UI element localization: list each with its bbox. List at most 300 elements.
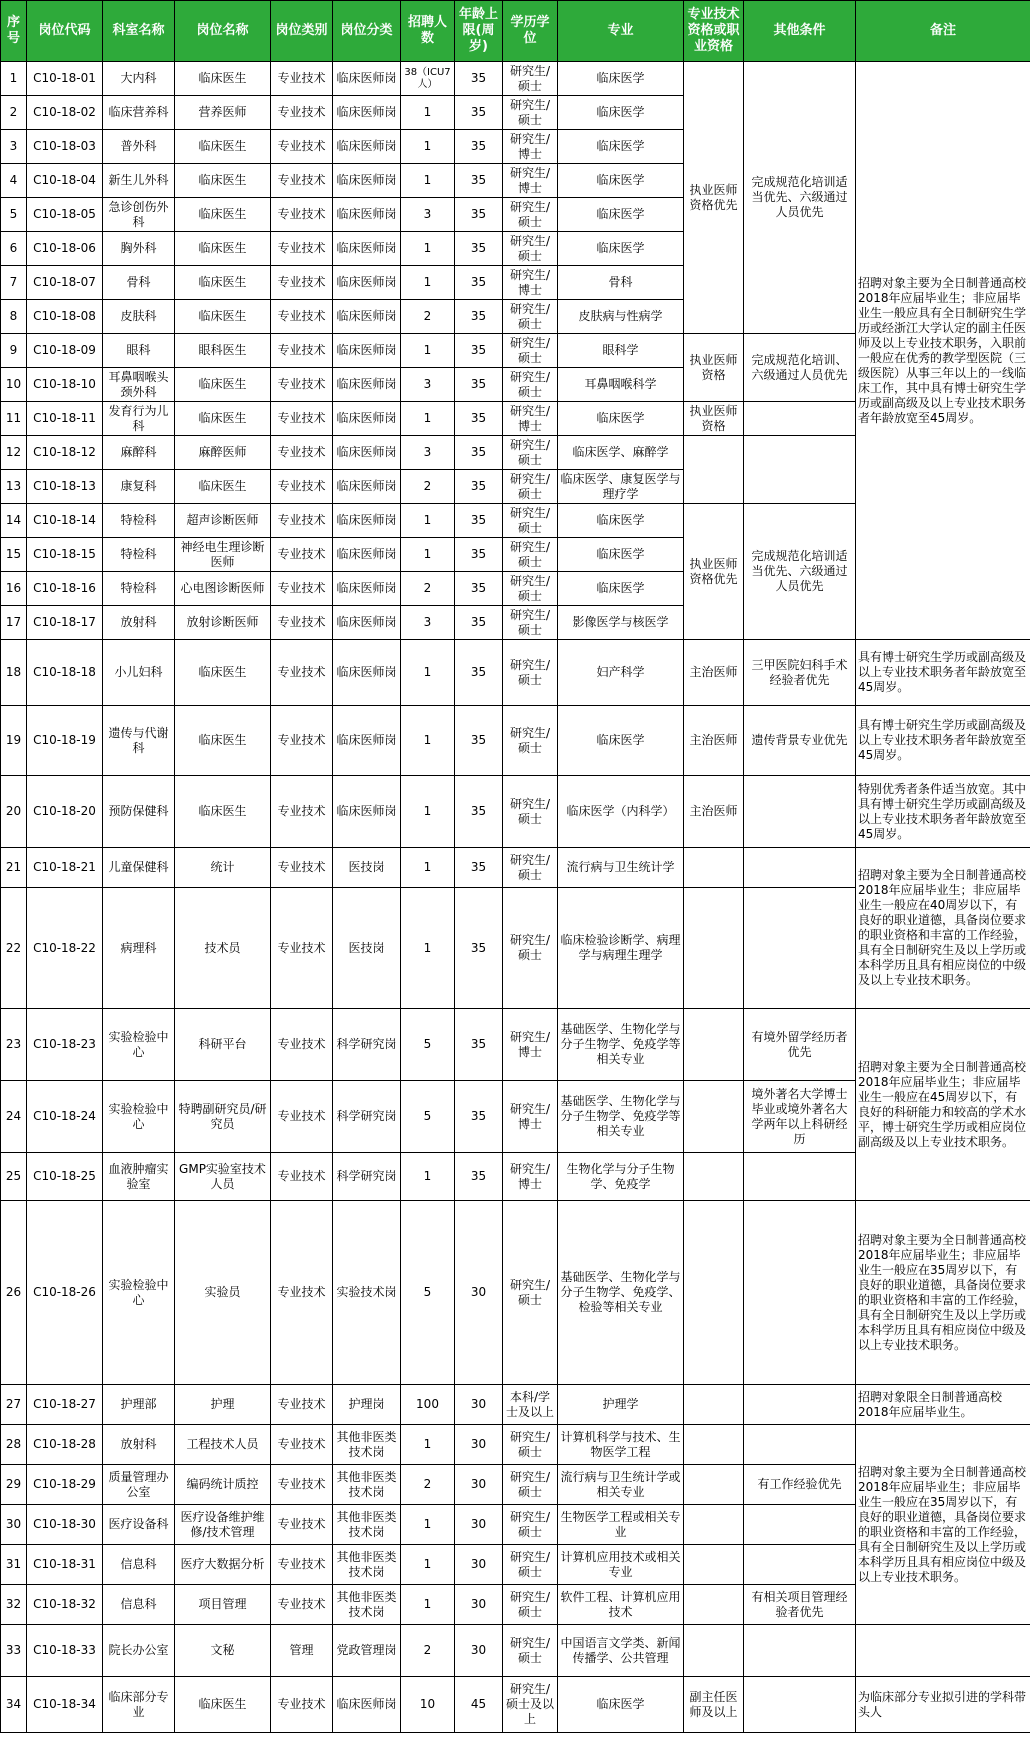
cell-cat: 专业技术 <box>271 164 333 198</box>
cell-pos: 神经电生理诊断医师 <box>175 538 271 572</box>
cell-edu: 研究生/硕士 <box>503 776 558 848</box>
cell-cls: 医技岗 <box>333 848 401 888</box>
cell-code: C10-18-09 <box>27 334 103 368</box>
cell-cat: 专业技术 <box>271 572 333 606</box>
cell-edu: 研究生/硕士 <box>503 1505 558 1545</box>
cell-note: 招聘对象主要为全日制普通高校2018年应届毕业生；非应届毕业生一般应具有全日制研究生学历或经浙江大学认定的副主任医师及以上专业技术职务，入职前一般应在优秀的教学型医院（三级医院）从事三年以上的一线临床工作，其中具有博士研究生学历或副高级及以上专业技术职务者年龄放宽至45周岁。 <box>856 62 1030 640</box>
cell-seq: 18 <box>1 640 27 706</box>
cell-age: 35 <box>455 368 503 402</box>
cell-other: 有境外留学经历者优先 <box>744 1009 856 1081</box>
cell-other <box>744 1385 856 1425</box>
cell-major: 流行病与卫生统计学 <box>558 848 684 888</box>
cell-cls: 其他非医类技术岗 <box>333 1425 401 1465</box>
cell-pos: 临床医生 <box>175 402 271 436</box>
cell-cat: 专业技术 <box>271 1385 333 1425</box>
cell-dept: 护理部 <box>103 1385 175 1425</box>
cell-code: C10-18-34 <box>27 1677 103 1733</box>
cell-major: 临床医学 <box>558 164 684 198</box>
cell-num: 1 <box>401 640 455 706</box>
cell-cat: 专业技术 <box>271 1505 333 1545</box>
cell-cat: 专业技术 <box>271 706 333 776</box>
cell-note: 招聘对象主要为全日制普通高校2018年应届毕业生；非应届毕业生一般应在40周岁以下，有良好的职业道德，具备岗位要求的职业资格和丰富的工作经验，具有全日制研究生及以上学历或本科学历且具有相应岗位的中级及以上专业技术职务。 <box>856 848 1030 1009</box>
cell-dept: 特检科 <box>103 572 175 606</box>
cell-cat: 专业技术 <box>271 1545 333 1585</box>
cell-num: 1 <box>401 266 455 300</box>
header-row <box>1 1 1030 62</box>
cell-dept: 放射科 <box>103 606 175 640</box>
cell-age: 35 <box>455 848 503 888</box>
cell-pos: 营养医师 <box>175 96 271 130</box>
cell-dept: 放射科 <box>103 1425 175 1465</box>
cell-age: 35 <box>455 606 503 640</box>
cell-other <box>744 1545 856 1585</box>
cell-major: 临床检验诊断学、病理学与病理生理学 <box>558 888 684 1009</box>
cell-dept: 信息科 <box>103 1585 175 1625</box>
cell-age: 35 <box>455 436 503 470</box>
cell-seq: 23 <box>1 1009 27 1081</box>
cell-seq: 12 <box>1 436 27 470</box>
cell-pos: 临床医生 <box>175 1677 271 1733</box>
cell-major: 计算机科学与技术、生物医学工程 <box>558 1425 684 1465</box>
cell-major: 临床医学 <box>558 402 684 436</box>
cell-note: 具有博士研究生学历或副高级及以上专业技术职务者年龄放宽至45周岁。 <box>856 640 1030 706</box>
cell-qual <box>684 1201 744 1385</box>
cell-code: C10-18-04 <box>27 164 103 198</box>
cell-seq: 30 <box>1 1505 27 1545</box>
cell-cls: 临床医师岗 <box>333 606 401 640</box>
cell-cat: 专业技术 <box>271 1153 333 1201</box>
header-count: 招聘人数 <box>401 1 455 62</box>
cell-pos: 实验员 <box>175 1201 271 1385</box>
cell-cls: 临床医师岗 <box>333 572 401 606</box>
cell-code: C10-18-12 <box>27 436 103 470</box>
cell-other: 境外著名大学博士毕业或境外著名大学两年以上科研经历 <box>744 1081 856 1153</box>
cell-dept: 小儿妇科 <box>103 640 175 706</box>
cell-cls: 其他非医类技术岗 <box>333 1505 401 1545</box>
cell-edu: 研究生/博士 <box>503 1081 558 1153</box>
cell-major: 皮肤病与性病学 <box>558 300 684 334</box>
cell-edu: 本科/学士及以上 <box>503 1385 558 1425</box>
cell-qual: 执业医师资格优先 <box>684 62 744 334</box>
cell-age: 35 <box>455 232 503 266</box>
cell-cls: 临床医师岗 <box>333 640 401 706</box>
cell-qual: 副主任医师及以上 <box>684 1677 744 1733</box>
cell-pos: 项目管理 <box>175 1585 271 1625</box>
cell-seq: 8 <box>1 300 27 334</box>
cell-code: C10-18-06 <box>27 232 103 266</box>
cell-num: 1 <box>401 402 455 436</box>
cell-seq: 22 <box>1 888 27 1009</box>
cell-dept: 特检科 <box>103 538 175 572</box>
cell-edu: 研究生/硕士 <box>503 436 558 470</box>
cell-num: 38（ICU7人） <box>401 62 455 96</box>
cell-num: 3 <box>401 606 455 640</box>
cell-dept: 血液肿瘤实验室 <box>103 1153 175 1201</box>
cell-cls: 临床医师岗 <box>333 300 401 334</box>
cell-note: 特别优秀者条件适当放宽。其中具有博士研究生学历或副高级及以上专业技术职务者年龄放宽至45周岁。 <box>856 776 1030 848</box>
table-row <box>1 62 1030 96</box>
table-row <box>1 776 1030 848</box>
cell-dept: 遗传与代谢科 <box>103 706 175 776</box>
cell-seq: 10 <box>1 368 27 402</box>
cell-seq: 24 <box>1 1081 27 1153</box>
cell-num: 5 <box>401 1201 455 1385</box>
cell-num: 1 <box>401 776 455 848</box>
cell-cat: 专业技术 <box>271 130 333 164</box>
cell-cat: 专业技术 <box>271 1201 333 1385</box>
cell-pos: 工程技术人员 <box>175 1425 271 1465</box>
cell-major: 骨科 <box>558 266 684 300</box>
cell-cat: 专业技术 <box>271 300 333 334</box>
cell-major: 影像医学与核医学 <box>558 606 684 640</box>
table-body <box>1 62 1030 1733</box>
cell-other <box>744 1505 856 1545</box>
cell-cat: 专业技术 <box>271 1081 333 1153</box>
cell-cls: 临床医师岗 <box>333 436 401 470</box>
cell-seq: 20 <box>1 776 27 848</box>
cell-qual <box>684 1625 744 1677</box>
cell-dept: 发育行为儿科 <box>103 402 175 436</box>
cell-pos: 超声诊断医师 <box>175 504 271 538</box>
cell-cls: 实验技术岗 <box>333 1201 401 1385</box>
cell-age: 30 <box>455 1385 503 1425</box>
cell-code: C10-18-05 <box>27 198 103 232</box>
cell-pos: 放射诊断医师 <box>175 606 271 640</box>
cell-dept: 预防保健科 <box>103 776 175 848</box>
cell-edu: 研究生/硕士 <box>503 1585 558 1625</box>
cell-age: 35 <box>455 130 503 164</box>
cell-qual <box>684 1505 744 1545</box>
cell-code: C10-18-31 <box>27 1545 103 1585</box>
cell-num: 1 <box>401 1505 455 1545</box>
cell-code: C10-18-18 <box>27 640 103 706</box>
cell-age: 45 <box>455 1677 503 1733</box>
cell-seq: 28 <box>1 1425 27 1465</box>
cell-cat: 专业技术 <box>271 1009 333 1081</box>
table-row <box>1 706 1030 776</box>
cell-dept: 临床营养科 <box>103 96 175 130</box>
header-category: 岗位类别 <box>271 1 333 62</box>
cell-num: 5 <box>401 1009 455 1081</box>
cell-num: 2 <box>401 1465 455 1505</box>
cell-cls: 临床医师岗 <box>333 470 401 504</box>
cell-cls: 临床医师岗 <box>333 334 401 368</box>
cell-cls: 其他非医类技术岗 <box>333 1465 401 1505</box>
cell-qual <box>684 1545 744 1585</box>
cell-major: 流行病与卫生统计学或相关专业 <box>558 1465 684 1505</box>
cell-edu: 研究生/硕士 <box>503 198 558 232</box>
cell-edu: 研究生/博士 <box>503 130 558 164</box>
cell-note: 具有博士研究生学历或副高级及以上专业技术职务者年龄放宽至45周岁。 <box>856 706 1030 776</box>
cell-age: 35 <box>455 470 503 504</box>
cell-dept: 质量管理办公室 <box>103 1465 175 1505</box>
cell-note <box>856 1625 1030 1677</box>
cell-code: C10-18-14 <box>27 504 103 538</box>
cell-cls: 护理岗 <box>333 1385 401 1425</box>
cell-seq: 4 <box>1 164 27 198</box>
cell-qual: 主治医师 <box>684 706 744 776</box>
cell-age: 35 <box>455 402 503 436</box>
cell-other <box>744 402 856 436</box>
cell-dept: 实验检验中心 <box>103 1009 175 1081</box>
cell-other: 有相关项目管理经验者优先 <box>744 1585 856 1625</box>
cell-code: C10-18-19 <box>27 706 103 776</box>
cell-pos: 统计 <box>175 848 271 888</box>
cell-cat: 专业技术 <box>271 776 333 848</box>
cell-dept: 康复科 <box>103 470 175 504</box>
cell-pos: 临床医生 <box>175 164 271 198</box>
cell-code: C10-18-28 <box>27 1425 103 1465</box>
cell-cat: 专业技术 <box>271 334 333 368</box>
cell-dept: 眼科 <box>103 334 175 368</box>
cell-cat: 专业技术 <box>271 266 333 300</box>
table-row <box>1 1009 1030 1081</box>
cell-seq: 27 <box>1 1385 27 1425</box>
cell-edu: 研究生/博士 <box>503 402 558 436</box>
header-note: 备注 <box>856 1 1030 62</box>
cell-cat: 专业技术 <box>271 504 333 538</box>
cell-seq: 5 <box>1 198 27 232</box>
cell-code: C10-18-29 <box>27 1465 103 1505</box>
cell-seq: 3 <box>1 130 27 164</box>
cell-dept: 信息科 <box>103 1545 175 1585</box>
cell-cls: 医技岗 <box>333 888 401 1009</box>
cell-edu: 研究生/硕士 <box>503 1545 558 1585</box>
cell-pos: 临床医生 <box>175 198 271 232</box>
cell-age: 35 <box>455 706 503 776</box>
cell-other: 遗传背景专业优先 <box>744 706 856 776</box>
cell-num: 5 <box>401 1081 455 1153</box>
cell-num: 1 <box>401 1153 455 1201</box>
cell-cat: 专业技术 <box>271 848 333 888</box>
cell-seq: 1 <box>1 62 27 96</box>
cell-code: C10-18-15 <box>27 538 103 572</box>
cell-cat: 专业技术 <box>271 368 333 402</box>
cell-major: 基础医学、生物化学与分子生物学、免疫学等相关专业 <box>558 1081 684 1153</box>
cell-major: 临床医学 <box>558 504 684 538</box>
cell-num: 1 <box>401 1425 455 1465</box>
cell-cat: 专业技术 <box>271 62 333 96</box>
cell-major: 生物医学工程或相关专业 <box>558 1505 684 1545</box>
cell-cls: 党政管理岗 <box>333 1625 401 1677</box>
cell-code: C10-18-24 <box>27 1081 103 1153</box>
cell-cat: 专业技术 <box>271 888 333 1009</box>
header-code: 岗位代码 <box>27 1 103 62</box>
cell-cat: 专业技术 <box>271 1585 333 1625</box>
cell-num: 1 <box>401 1585 455 1625</box>
cell-edu: 研究生/硕士 <box>503 504 558 538</box>
cell-num: 1 <box>401 538 455 572</box>
cell-qual: 主治医师 <box>684 776 744 848</box>
cell-num: 100 <box>401 1385 455 1425</box>
cell-age: 35 <box>455 776 503 848</box>
cell-pos: 眼科医生 <box>175 334 271 368</box>
cell-dept: 实验检验中心 <box>103 1201 175 1385</box>
cell-other <box>744 776 856 848</box>
cell-code: C10-18-01 <box>27 62 103 96</box>
cell-other <box>744 1677 856 1733</box>
cell-other <box>744 1201 856 1385</box>
cell-cat: 专业技术 <box>271 1425 333 1465</box>
cell-seq: 31 <box>1 1545 27 1585</box>
cell-other: 完成规范化培训、六级通过人员优先 <box>744 334 856 402</box>
cell-cls: 其他非医类技术岗 <box>333 1585 401 1625</box>
cell-code: C10-18-30 <box>27 1505 103 1545</box>
cell-edu: 研究生/硕士 <box>503 640 558 706</box>
cell-code: C10-18-13 <box>27 470 103 504</box>
cell-seq: 2 <box>1 96 27 130</box>
cell-qual <box>684 1153 744 1201</box>
cell-pos: 临床医生 <box>175 776 271 848</box>
cell-major: 临床医学 <box>558 232 684 266</box>
cell-dept: 院长办公室 <box>103 1625 175 1677</box>
cell-major: 耳鼻咽喉科学 <box>558 368 684 402</box>
cell-note: 招聘对象主要为全日制普通高校2018年应届毕业生；非应届毕业生一般应在35周岁以下，有良好的职业道德，具备岗位要求的职业资格和丰富的工作经验，具有全日制研究生及以上学历或本科学历且具有相应岗位中级及以上专业技术职务。 <box>856 1201 1030 1385</box>
cell-cls: 临床医师岗 <box>333 62 401 96</box>
cell-pos: 特聘副研究员/研究员 <box>175 1081 271 1153</box>
cell-age: 35 <box>455 640 503 706</box>
cell-edu: 研究生/硕士 <box>503 1465 558 1505</box>
header-age: 年龄上限(周岁) <box>455 1 503 62</box>
cell-edu: 研究生/博士 <box>503 1009 558 1081</box>
cell-code: C10-18-33 <box>27 1625 103 1677</box>
cell-major: 临床医学 <box>558 130 684 164</box>
cell-major: 临床医学、麻醉学 <box>558 436 684 470</box>
cell-code: C10-18-10 <box>27 368 103 402</box>
table-row <box>1 1425 1030 1465</box>
cell-code: C10-18-32 <box>27 1585 103 1625</box>
cell-num: 1 <box>401 130 455 164</box>
cell-num: 2 <box>401 300 455 334</box>
cell-dept: 临床部分专业 <box>103 1677 175 1733</box>
cell-dept: 骨科 <box>103 266 175 300</box>
cell-cat: 管理 <box>271 1625 333 1677</box>
cell-qual <box>684 888 744 1009</box>
cell-other: 完成规范化培训适当优先、六级通过人员优先 <box>744 504 856 640</box>
header-edu: 学历学位 <box>503 1 558 62</box>
cell-edu: 研究生/硕士 <box>503 706 558 776</box>
cell-cat: 专业技术 <box>271 538 333 572</box>
cell-qual: 主治医师 <box>684 640 744 706</box>
cell-edu: 研究生/硕士 <box>503 62 558 96</box>
cell-major: 临床医学 <box>558 198 684 232</box>
cell-major: 临床医学 <box>558 538 684 572</box>
cell-seq: 11 <box>1 402 27 436</box>
cell-age: 35 <box>455 538 503 572</box>
cell-qual <box>684 1081 744 1153</box>
cell-age: 30 <box>455 1545 503 1585</box>
cell-num: 2 <box>401 470 455 504</box>
header-classification: 岗位分类 <box>333 1 401 62</box>
cell-major: 临床医学 <box>558 62 684 96</box>
cell-edu: 研究生/硕士 <box>503 300 558 334</box>
cell-code: C10-18-03 <box>27 130 103 164</box>
cell-age: 35 <box>455 572 503 606</box>
cell-seq: 32 <box>1 1585 27 1625</box>
cell-major: 临床医学 <box>558 1677 684 1733</box>
cell-major: 临床医学 <box>558 572 684 606</box>
cell-qual <box>684 1425 744 1465</box>
cell-cat: 专业技术 <box>271 402 333 436</box>
cell-num: 1 <box>401 96 455 130</box>
cell-dept: 急诊创伤外科 <box>103 198 175 232</box>
cell-pos: 临床医生 <box>175 266 271 300</box>
cell-pos: GMP实验室技术人员 <box>175 1153 271 1201</box>
cell-cls: 科学研究岗 <box>333 1081 401 1153</box>
table-row <box>1 640 1030 706</box>
cell-major: 妇产科学 <box>558 640 684 706</box>
cell-cls: 临床医师岗 <box>333 538 401 572</box>
header-position: 岗位名称 <box>175 1 271 62</box>
header-other: 其他条件 <box>744 1 856 62</box>
cell-pos: 编码统计质控 <box>175 1465 271 1505</box>
cell-dept: 大内科 <box>103 62 175 96</box>
cell-qual <box>684 1385 744 1425</box>
cell-major: 临床医学 <box>558 96 684 130</box>
cell-major: 中国语言文学类、新闻传播学、公共管理 <box>558 1625 684 1677</box>
cell-seq: 16 <box>1 572 27 606</box>
cell-code: C10-18-11 <box>27 402 103 436</box>
cell-num: 1 <box>401 848 455 888</box>
cell-qual <box>684 1585 744 1625</box>
header-major: 专业 <box>558 1 684 62</box>
cell-seq: 33 <box>1 1625 27 1677</box>
cell-code: C10-18-07 <box>27 266 103 300</box>
cell-code: C10-18-21 <box>27 848 103 888</box>
cell-cat: 专业技术 <box>271 1677 333 1733</box>
cell-cls: 临床医师岗 <box>333 164 401 198</box>
cell-edu: 研究生/硕士 <box>503 538 558 572</box>
cell-code: C10-18-17 <box>27 606 103 640</box>
cell-edu: 研究生/硕士 <box>503 888 558 1009</box>
cell-other <box>744 1625 856 1677</box>
cell-seq: 21 <box>1 848 27 888</box>
cell-note: 招聘对象主要为全日制普通高校2018年应届毕业生；非应届毕业生一般应在35周岁以下，有良好的职业道德，具备岗位要求的职业资格和丰富的工作经验，具有全日制研究生及以上学历或本科学历且具有相应岗位中级及以上专业技术职务。 <box>856 1425 1030 1625</box>
cell-note: 为临床部分专业拟引进的学科带头人 <box>856 1677 1030 1733</box>
cell-code: C10-18-08 <box>27 300 103 334</box>
cell-dept: 病理科 <box>103 888 175 1009</box>
cell-cls: 临床医师岗 <box>333 1677 401 1733</box>
cell-cls: 科学研究岗 <box>333 1153 401 1201</box>
cell-other <box>744 848 856 888</box>
cell-pos: 临床医生 <box>175 130 271 164</box>
cell-num: 1 <box>401 504 455 538</box>
cell-major: 临床医学 <box>558 706 684 776</box>
cell-pos: 临床医生 <box>175 640 271 706</box>
cell-major: 眼科学 <box>558 334 684 368</box>
cell-other <box>744 436 856 504</box>
cell-code: C10-18-02 <box>27 96 103 130</box>
cell-dept: 胸外科 <box>103 232 175 266</box>
cell-pos: 文秘 <box>175 1625 271 1677</box>
cell-num: 1 <box>401 232 455 266</box>
cell-code: C10-18-25 <box>27 1153 103 1201</box>
header-dept: 科室名称 <box>103 1 175 62</box>
cell-edu: 研究生/硕士 <box>503 572 558 606</box>
cell-edu: 研究生/硕士 <box>503 848 558 888</box>
cell-qual: 执业医师资格 <box>684 402 744 436</box>
table-row <box>1 1201 1030 1385</box>
cell-cls: 临床医师岗 <box>333 402 401 436</box>
cell-seq: 29 <box>1 1465 27 1505</box>
cell-edu: 研究生/博士 <box>503 266 558 300</box>
cell-age: 35 <box>455 1009 503 1081</box>
cell-edu: 研究生/博士 <box>503 164 558 198</box>
cell-seq: 34 <box>1 1677 27 1733</box>
cell-major: 临床医学（内科学） <box>558 776 684 848</box>
cell-age: 35 <box>455 198 503 232</box>
cell-major: 生物化学与分子生物学、免疫学 <box>558 1153 684 1201</box>
